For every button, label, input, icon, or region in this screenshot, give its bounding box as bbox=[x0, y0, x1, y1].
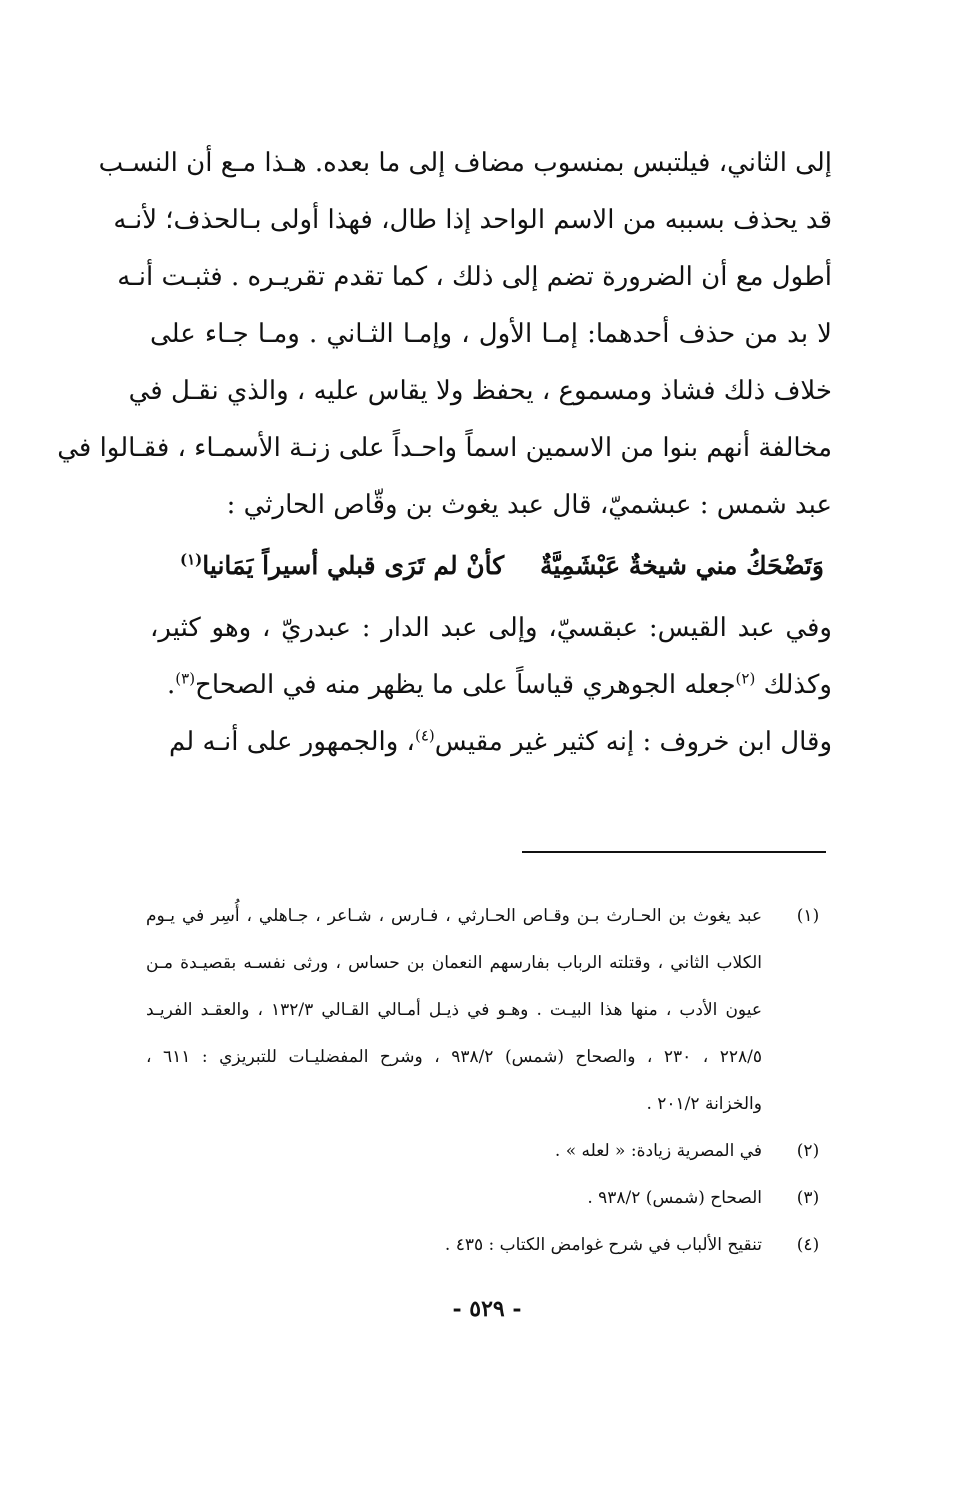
text-line: خلاف ذلك فشاذ ومسموع ، يحفظ ولا يقاس عليه ، والذي نقـل في bbox=[128, 376, 832, 406]
text-line: لا بد من حذف أحدهما: إمـا الأول ، وإمـا الثـاني . ومـا جـاء على bbox=[150, 319, 832, 349]
main-text bbox=[57, 135, 832, 534]
poetry-verse bbox=[180, 543, 824, 593]
page-number: - ٥٢٩ - bbox=[452, 1296, 522, 1322]
footnote-line: والخزانة ٢٠١/٢ . bbox=[646, 1094, 762, 1114]
footnote-number: (١) bbox=[796, 906, 820, 926]
footnote bbox=[146, 893, 836, 1128]
verse-second-hemistich bbox=[180, 551, 504, 580]
text-line: وقال ابن خروف : إنه كثير غير مقيس$^{(٤)}$، والجمهور على أنـه لم bbox=[168, 726, 832, 757]
footnote-line: تنقيح الألباب في شرح غوامض الكتاب : ٤٣٥ . bbox=[444, 1235, 762, 1255]
footnote-line: عيون الأدب ، منها هذا البيـت . وهـو في ذيـل أمـالي القـالي ١٣٢/٣ ، والعقـد الفريـد bbox=[146, 1000, 762, 1020]
footnote-ref: (٤) bbox=[414, 726, 435, 745]
footnote-ref: (٢) bbox=[735, 669, 756, 688]
footnote-line: في المصرية زيادة: « لعله » . bbox=[554, 1141, 762, 1161]
footnote-line: عبد يغوث بن الحـارث بـن وقـاص الحـارثي ، فـارس ، شـاعر ، جـاهلي ، أُسِر في يـوم bbox=[146, 906, 762, 926]
verse-first-hemistich: وَتَضْحَكُ مني شيخةٌ عَبْشَمِيَّةٌ bbox=[540, 551, 824, 580]
footnote-number: (٤) bbox=[796, 1235, 820, 1255]
footnote-number: (٣) bbox=[796, 1188, 820, 1208]
footnote-number: (٢) bbox=[796, 1141, 820, 1161]
verse-second-text: كأنْ لم تَرَى قبلي أسيراً يَمَانيا bbox=[202, 551, 505, 580]
footnote-ref: (٣) bbox=[175, 669, 196, 688]
text-line: وفي عبد القيس: عبقسيّ، وإلى عبد الدار : عبدريّ ، وهو كثير، bbox=[150, 613, 832, 643]
footnote-line: ٢٢٨/٥ ، ٢٣٠ ، والصحاح (شمس) ٩٣٨/٢ ، وشرح المفضليـات للتبريزي : ٦١١ ، bbox=[146, 1047, 763, 1067]
footnote-separator bbox=[522, 851, 826, 853]
text-line: عبد شمس : عبشميّ، قال عبد يغوث بن وقّاص الحارثي : bbox=[226, 490, 832, 520]
footnote-line: الكلاب الثاني ، وقتلته الرباب بفارسهم النعمان بن حساس ، ورثى نفسـه بقصيـدة مـن bbox=[146, 953, 762, 973]
footnote-ref: (١) bbox=[180, 550, 203, 569]
text-line: وكذلك $^{(٢)}$جعله الجوهري قياساً على ما يظهر منه في الصحاح$^{(٣)}$. bbox=[167, 669, 832, 700]
text-line: أطول مع أن الضرورة تضم إلى ذلك ، كما تقدم تقريـره . فثبـت أنـه bbox=[117, 262, 832, 292]
text-line: إلى الثاني، فيلتبس بمنسوب مضاف إلى ما بعده. هـذا مـع أن النسـب bbox=[98, 148, 832, 178]
text-line: قد يحذف بسببه من الاسم الواحد إذا طال، فهذا أولى بـالحذف؛ لأنـه bbox=[113, 205, 832, 235]
continuation-text bbox=[150, 600, 832, 771]
footnote bbox=[146, 1222, 836, 1269]
footnote bbox=[146, 1175, 836, 1222]
footnote bbox=[146, 1128, 836, 1175]
text-line: مخالفة أنهم بنوا من الاسمين اسماً واحـداً على زنـة الأسمـاء ، فقـالوا في bbox=[57, 433, 832, 463]
footnote-line: الصحاح (شمس) ٩٣٨/٢ . bbox=[587, 1188, 762, 1208]
footnotes bbox=[146, 893, 836, 1269]
